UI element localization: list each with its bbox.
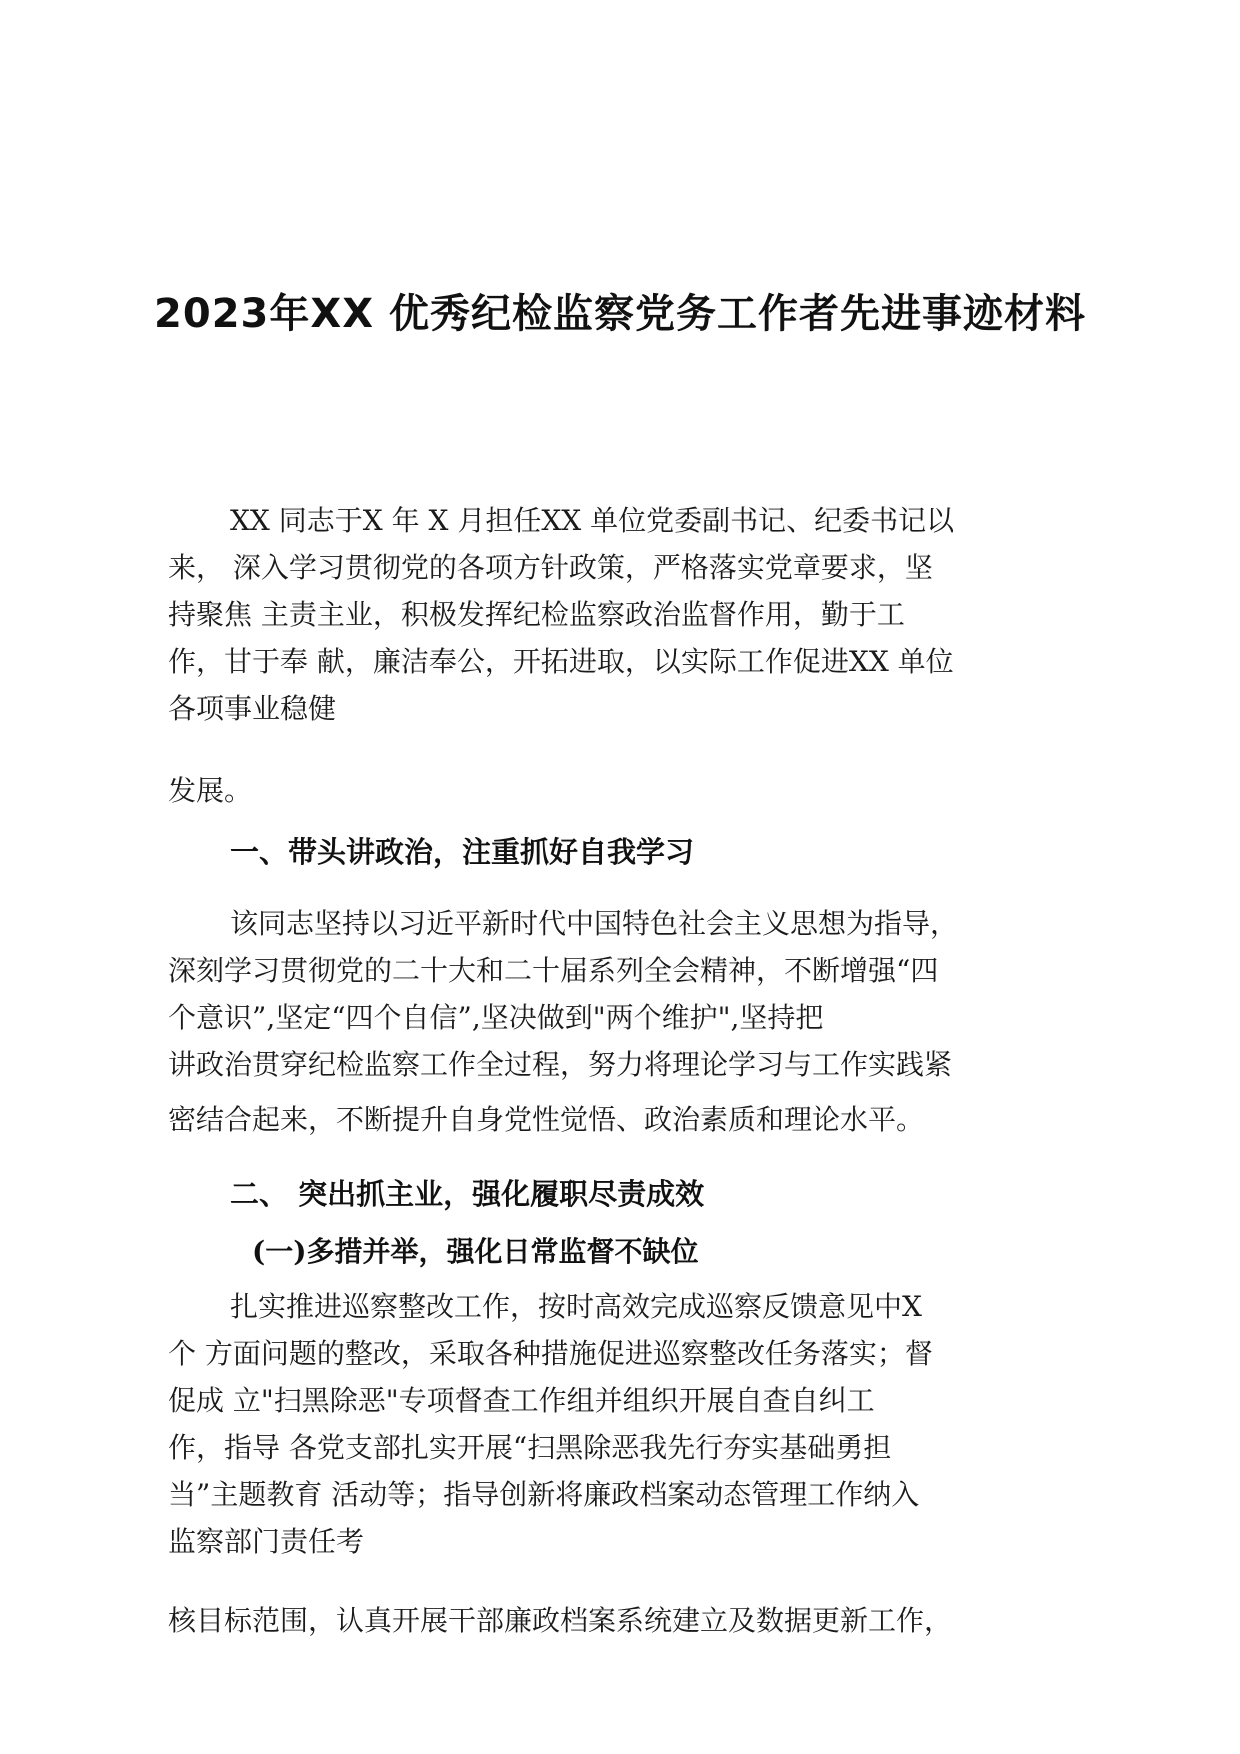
section-2-subheading: (一)多措并举，强化日常监督不缺位	[252, 1235, 699, 1268]
section-1-heading: 一、带头讲政治，注重抓好自我学习	[230, 835, 695, 869]
intro-continuation-line: 发展。	[168, 774, 253, 807]
intro-line: 来， 深入学习贯彻党的各项方针政策，严格落实党章要求，坚	[168, 551, 933, 584]
intro-continuation	[168, 767, 1088, 814]
section-1-line: 密结合起来，不断提升自身党性觉悟、政治素质和理论水平。	[168, 1103, 925, 1136]
section-1-line: 个意识”,坚定“四个自信”,坚决做到"两个维护",坚持把	[168, 1001, 824, 1034]
section-2-line: 扎实推进巡察整改工作，按时高效完成巡察反馈意见中X	[230, 1290, 922, 1323]
section-1-line: 讲政治贯穿纪检监察工作全过程，努力将理论学习与工作实践紧	[168, 1048, 953, 1081]
section-1-line: 该同志坚持以习近平新时代中国特色社会主义思想为指导，	[230, 907, 959, 940]
section-1-paragraph	[168, 900, 1088, 1143]
section-2-line: 个 方面问题的整改，采取各种措施促进巡察整改任务落实；督	[168, 1337, 933, 1370]
section-2-line: 促成 立"扫黑除恶"专项督查工作组并组织开展自查自纠工	[168, 1384, 875, 1417]
section-1-line: 深刻学习贯彻党的二十大和二十届系列全会精神，不断增强“四	[168, 954, 939, 987]
intro-line: 持聚焦 主责主业，积极发挥纪检监察政治监督作用，勤于工	[168, 598, 905, 631]
intro-line: 各项事业稳健	[168, 692, 337, 725]
section-2-line: 监察部门责任考	[168, 1525, 365, 1558]
section-2-paragraph	[168, 1283, 1088, 1565]
intro-paragraph	[168, 497, 1088, 732]
section-2-continuation-line: 核目标范围，认真开展干部廉政档案系统建立及数据更新工作，	[168, 1604, 953, 1637]
section-2-line: 当”主题教育 活动等；指导创新将廉政档案动态管理工作纳入	[168, 1478, 920, 1511]
section-2-continuation	[168, 1597, 1088, 1644]
document-title: 2023年XX 优秀纪检监察党务工作者先进事迹材料	[154, 291, 1086, 337]
intro-line: 作，甘于奉 献，廉洁奉公，开拓进取，以实际工作促进XX 单位	[168, 645, 954, 678]
section-2-line: 作，指导 各党支部扎实开展“扫黑除恶我先行夯实基础勇担	[168, 1431, 892, 1464]
intro-line: XX 同志于X 年 X 月担任XX 单位党委副书记、纪委书记以	[230, 504, 955, 537]
section-2-heading: 二、 突出抓主业，强化履职尽责成效	[230, 1177, 705, 1211]
